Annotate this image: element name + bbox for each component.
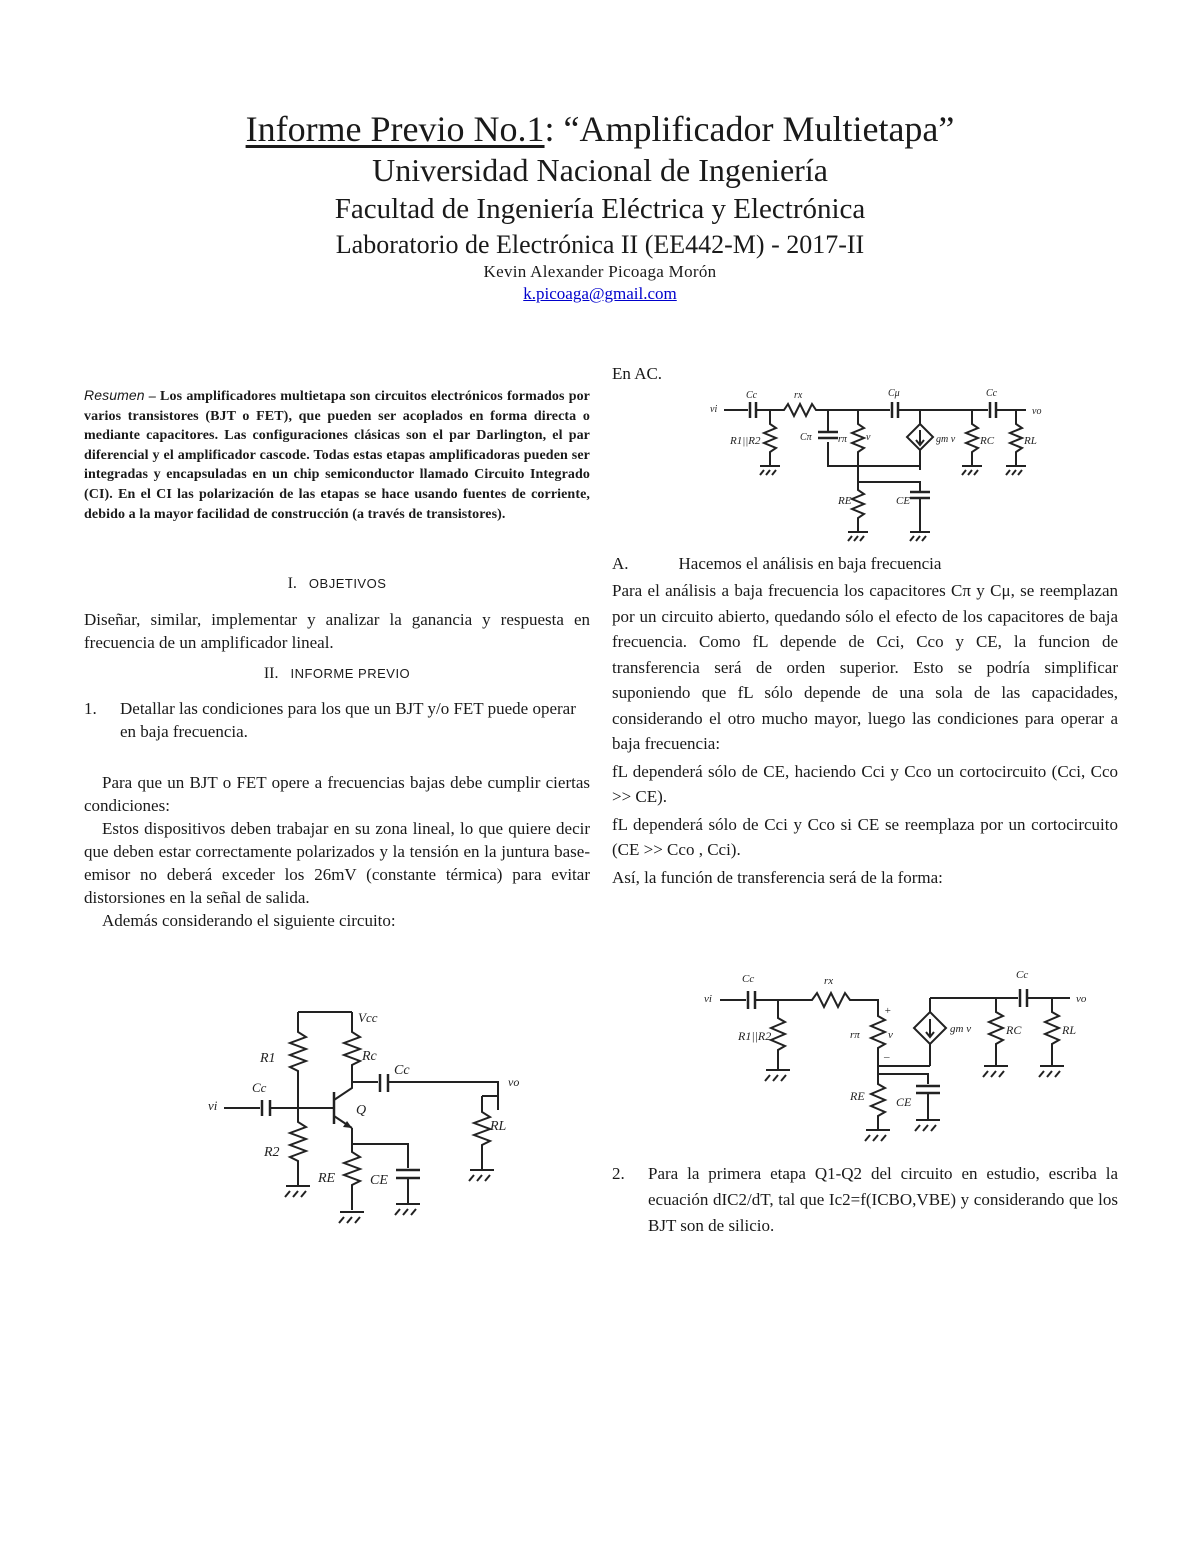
paragraph: Estos dispositivos deben trabajar en su zona lineal, lo que quiere decir que deben estar correctamente polarizados y la tensión en la juntura base-emisor no deberá exceder los 26mV (constante térmica) para evitar distorsiones en la señal de salida. [84,819,590,907]
label-cc1: Cc [746,390,758,401]
label-plus: + [884,1005,892,1017]
subsection-a-heading [612,552,1118,575]
label-cpi: Cπ [800,432,812,443]
label-cc2: Cc [1016,969,1029,981]
paper-title [0,108,1200,150]
section-title: OBJETIVOS [308,576,387,591]
label-minus: – [884,1051,890,1063]
label-vo: vo [508,1075,520,1089]
label-vi: vi [208,1098,218,1113]
en-ac-label: En AC. [612,364,663,383]
label-cc-in: Cc [252,1080,267,1095]
question-1 [84,697,590,743]
title-main: Informe Previo No.1 [245,109,545,149]
label-v: v [866,432,871,443]
subsection-title: Hacemos el análisis en baja frecuencia [678,554,942,573]
bjt-amplifier-circuit [200,1000,540,1230]
label-cc-out: Cc [394,1063,410,1078]
title-subtitle: : “Amplificador Multietapa” [544,109,955,149]
label-rpi: rπ [838,434,847,445]
label-vo: vo [1032,406,1042,417]
label-vo: vo [1076,993,1087,1005]
section-number: II. [263,665,279,682]
question-number: 2. [612,1164,625,1183]
section-title: INFORME PREVIO [290,666,411,681]
label-gm: gm v [936,434,956,445]
label-re: RE [838,495,852,507]
label-re: RE [850,1089,865,1103]
label-gm: gm v [950,1023,972,1035]
paragraph: Para el análisis a baja frecuencia los capacitores Cπ y Cμ, se reemplazan por un circuito abierto, quedando sólo el efecto de los capacitores de baja frecuencia. Como fL depende de Cci, Cco y CE, la funcion de transferencia será de orden superior. Esto se podría simplificar suponiendo que fL sólo depende de una sola de las capacidades, considerando el otro mucho mayor, luego las condiciones para operar a baja frecuencia: [612,581,1118,753]
label-rc: RC [1006,1023,1022,1037]
label-r2: R2 [264,1145,280,1160]
low-frequency-circuit [700,966,1100,1146]
label-rx: rx [824,975,834,987]
label-cc1: Cc [742,973,755,985]
abstract-text: – Los amplificadores multietapa son circuitos electrónicos formados por varios transistores (BJT o FET), que pueden ser acoplados en forma directa o mediante capacitores. Las configuraciones clásicas son el par Darlington, el par diferencial y el amplificador cascode. Todas estas etapas amplificadoras pueden ser integradas y encapsuladas en un chip semiconductor llamado Circuito Integrado (CI). En el CI las polarización de las etapas se hace usando fuentes de corriente, debido a la mayor facilidad de construcción (a través de transistores). [84,389,590,522]
question-text: Detallar las condiciones para los que un BJT y/o FET puede operar en baja frecuencia. [120,699,576,741]
label-ce: CE [896,1095,912,1109]
label-rc: RC [980,435,995,447]
label-rl: RL [1024,435,1037,447]
label-rx: rx [794,390,803,401]
label-vcc: Vcc [358,1010,378,1025]
label-ce: CE [370,1173,388,1188]
label-re: RE [318,1171,336,1186]
label-rc: Rc [362,1049,377,1064]
section-heading-informe-previo [84,665,590,683]
label-rl: RL [490,1119,507,1134]
label-r1r2: R1||R2 [730,435,761,447]
label-r1r2: R1||R2 [738,1029,772,1043]
author-name: Kevin Alexander Picoaga Morón [483,262,717,281]
answer-1-body [84,771,590,932]
condition-1: fL dependerá sólo de CE, haciendo Cci y Cco un cortocircuito (Cci, Cco >> CE). [612,761,1118,806]
paragraph: Para que un BJT o FET opere a frecuencias bajas debe cumplir ciertas condiciones: [84,773,590,815]
abstract-keyword: Resumen [84,387,145,403]
condition-2: fL dependerá sólo de Cci y Cco si CE se reemplaza por un cortocircuito (CE >> Cco , Cci). [612,814,1118,859]
label-cc2: Cc [986,388,998,399]
abstract [84,386,590,524]
subsection-letter: A. [612,554,629,573]
section-heading-objetivos [84,575,590,593]
label-vi: vi [704,993,712,1005]
question-text: Para la primera etapa Q1-Q2 del circuito en estudio, escriba la ecuación dIC2/dT, tal que Ic2=f(ICBO,VBE) y considerando que los BJT son de silicio. [648,1164,1118,1235]
ac-small-signal-circuit [706,386,1046,546]
question-number: 1. [84,699,97,718]
course-name: Laboratorio de Electrónica II (EE442-M) - 2017-II [335,230,865,259]
label-r1: R1 [260,1051,276,1066]
paragraph: Además considerando el siguiente circuito: [102,911,396,930]
university-name: Universidad Nacional de Ingeniería [372,152,828,188]
objetivos-text: Diseñar, similar, implementar y analizar la ganancia y respuesta en frecuencia de un amplificador lineal. [84,610,590,652]
label-ce: CE [896,495,911,507]
label-cmu: Cμ [888,388,900,399]
label-v: v [888,1029,893,1041]
email-row [0,284,1200,304]
label-q: Q [356,1103,367,1118]
paragraph: Así, la función de transferencia será de la forma: [612,867,943,887]
subsection-a-body [612,578,1118,890]
section-number: I. [287,575,297,592]
author-email-link[interactable]: k.picoaga@gmail.com [523,284,677,303]
question-2 [612,1161,1118,1239]
faculty-name: Facultad de Ingeniería Eléctrica y Electrónica [334,193,866,225]
label-vi: vi [710,404,718,415]
label-rpi: rπ [850,1029,860,1041]
label-rl: RL [1062,1023,1077,1037]
